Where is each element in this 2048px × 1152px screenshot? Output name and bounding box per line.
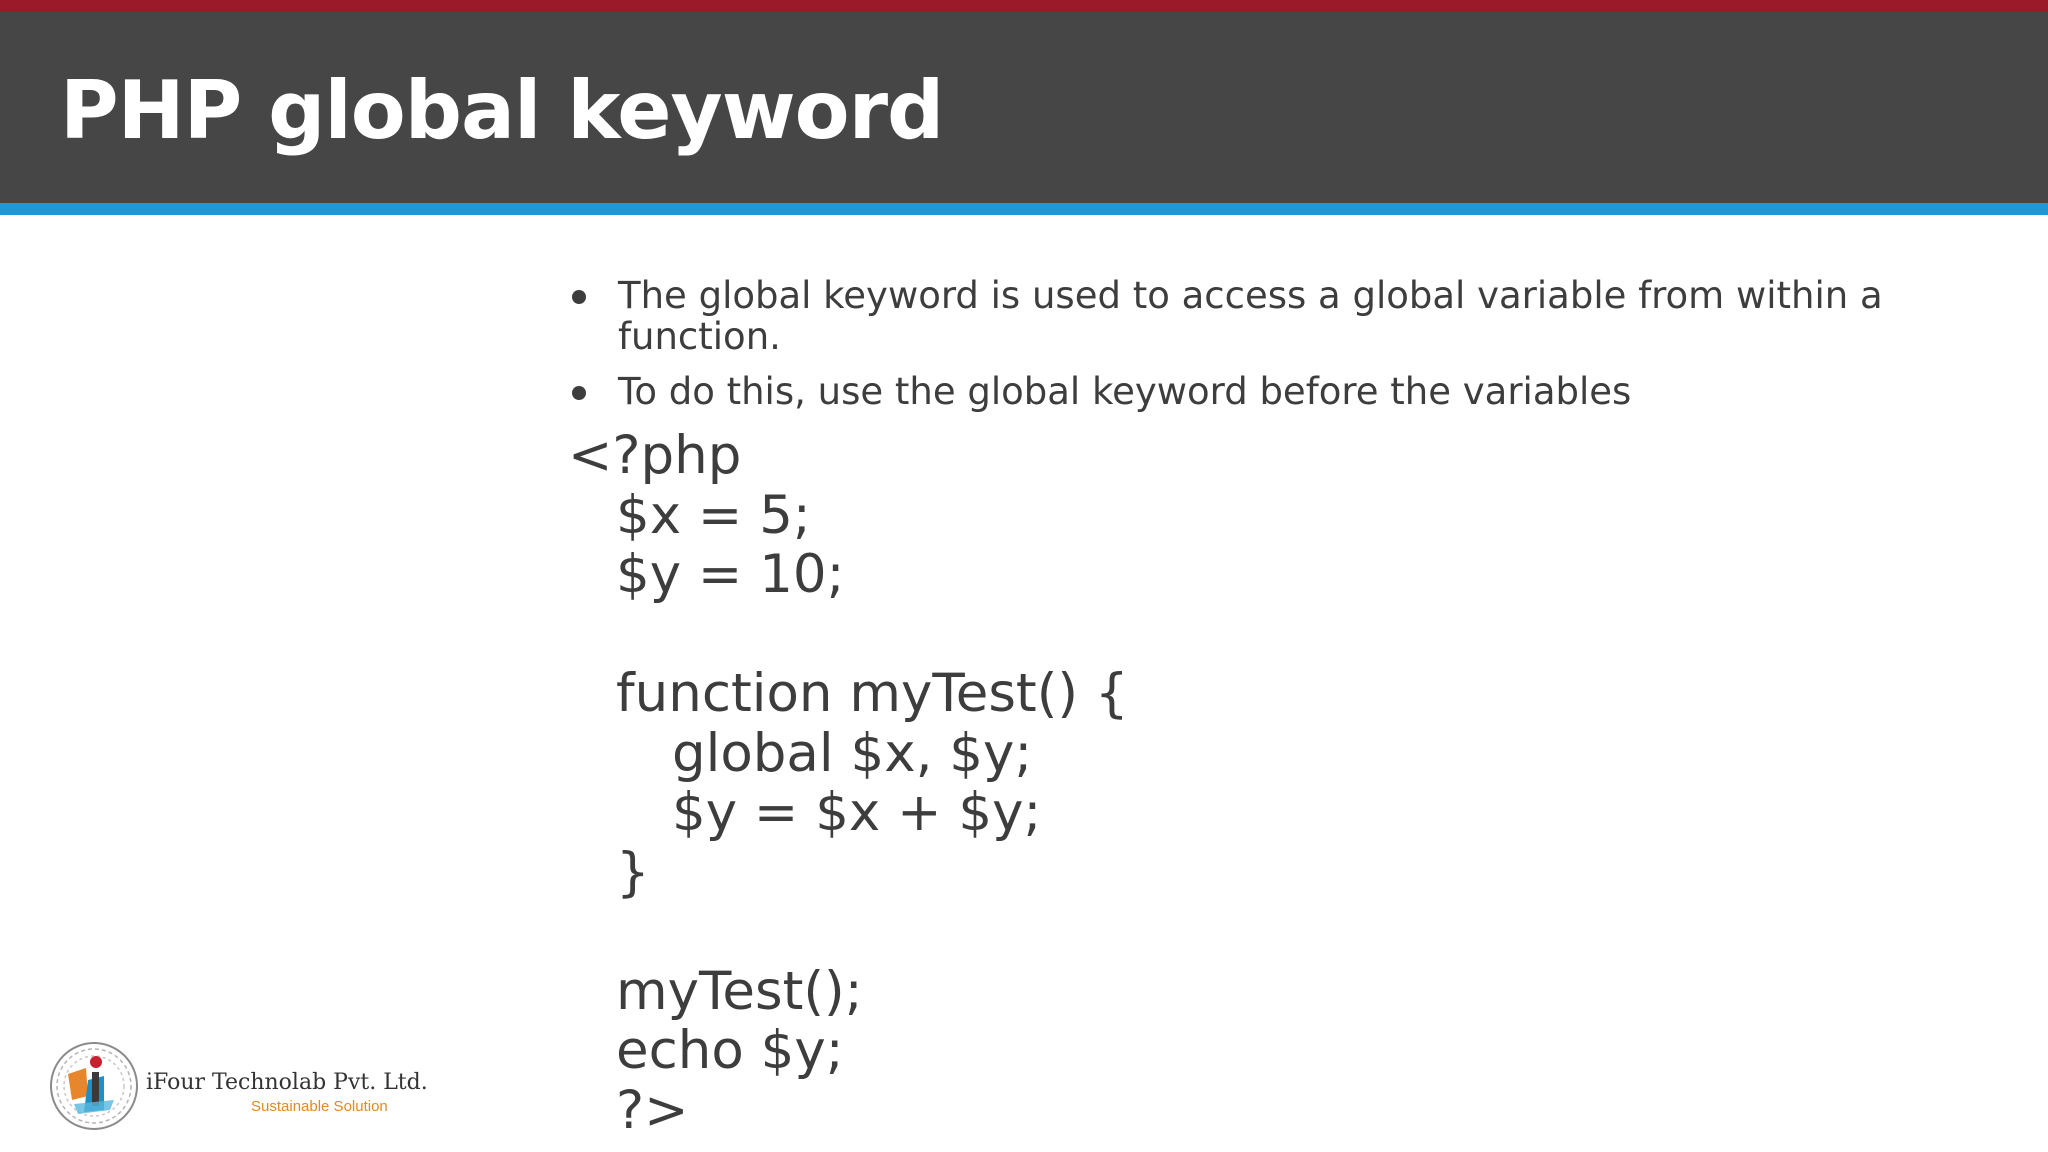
accent-stripe [0, 203, 2048, 215]
bullet-item [568, 275, 1988, 357]
code-line: $y = 10; [616, 544, 845, 605]
code-line: ?> [616, 1079, 689, 1141]
company-logo [48, 1040, 428, 1130]
company-tagline: Sustainable Solution [251, 1098, 388, 1115]
title-bar [0, 12, 2048, 203]
code-blank-line [568, 605, 1988, 665]
ifour-logo-icon [48, 1040, 140, 1132]
code-line: <?php [568, 425, 742, 486]
code-block [568, 426, 1988, 1140]
slide-content [568, 275, 1988, 1140]
code-line: global $x, $y; [672, 722, 1033, 784]
bullet-dot-icon [572, 386, 586, 400]
company-name: iFour Technolab Pvt. Ltd. [146, 1070, 428, 1095]
code-line: function myTest() { [616, 663, 1129, 724]
bullet-list [568, 275, 1988, 412]
code-line: } [616, 841, 650, 903]
top-accent-stripe [0, 0, 2048, 12]
bullet-text: To do this, use the global keyword before the variables [618, 370, 1632, 413]
code-line: echo $y; [616, 1020, 844, 1081]
slide-title: PHP global keyword [60, 64, 944, 157]
code-line: $y = $x + $y; [672, 782, 1042, 843]
bullet-dot-icon [572, 290, 586, 304]
code-line: myTest(); [616, 960, 863, 1022]
bullet-text: The global keyword is used to access a global variable from within a function. [618, 274, 1883, 358]
code-line: $x = 5; [616, 484, 811, 546]
bullet-item [568, 371, 1988, 412]
code-blank-line [568, 902, 1988, 962]
